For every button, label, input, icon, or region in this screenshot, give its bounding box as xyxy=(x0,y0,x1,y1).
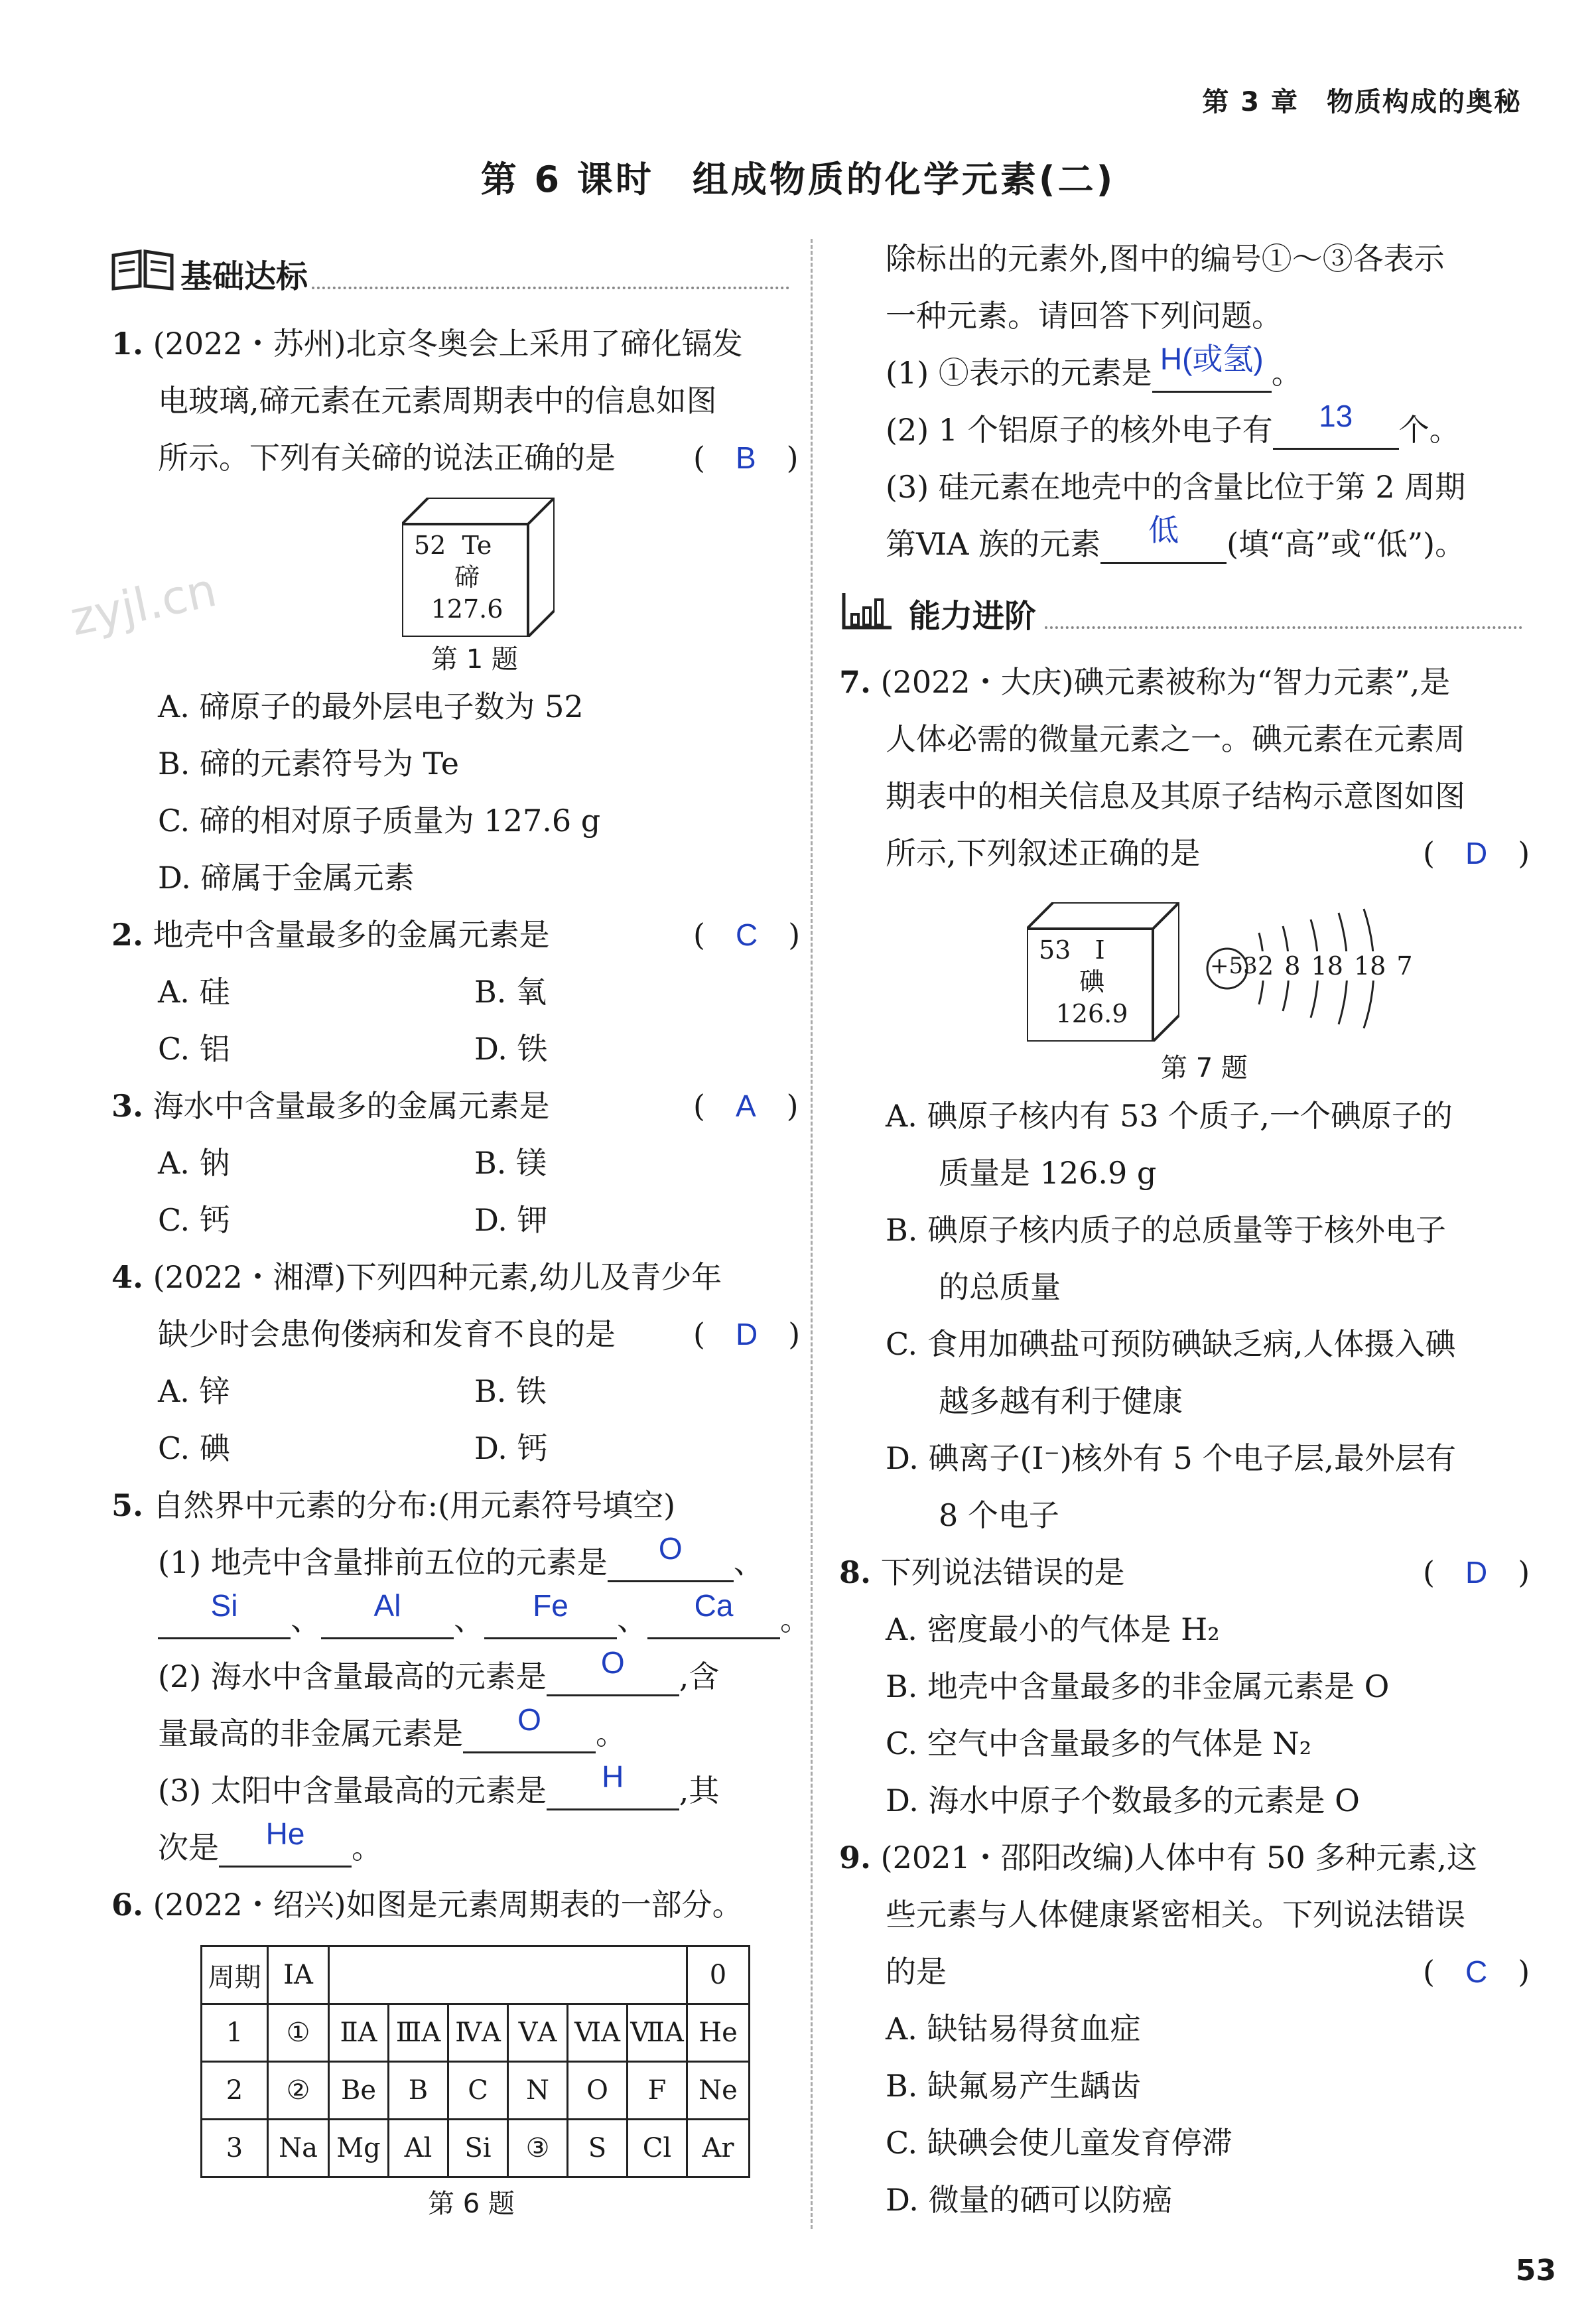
q3-option-d: D. 钾 xyxy=(474,1202,548,1238)
periodic-cell: ⅢA xyxy=(389,2004,448,2062)
q1-caption: 第 1 题 xyxy=(431,644,518,675)
q3-option-c: C. 钙 xyxy=(158,1202,230,1238)
q9-option-b: B. 缺氟易产生龋齿 xyxy=(886,2068,1142,2104)
q7-option-a-cont: 质量是 126.9 g xyxy=(939,1155,1157,1191)
q6-part-1: (1) ①表示的元素是 H(或氢) 。 xyxy=(886,353,1302,393)
periodic-cell: ⅠA xyxy=(268,1946,329,2004)
periodic-cell-empty xyxy=(329,1946,687,2004)
q1-line-3: 所示。下列有关碲的说法正确的是 xyxy=(158,440,616,476)
q5-part-3-cont: 次是 He 。 xyxy=(158,1828,382,1868)
shell-electrons: 2 8 18 18 7 xyxy=(1258,951,1413,981)
periodic-cell: 1 xyxy=(202,2004,268,2062)
q2-text: 2. 地壳中含量最多的金属元素是 xyxy=(111,917,550,953)
q5-part-1-blanks: Si 、 Al 、 Fe 、 Ca 。 xyxy=(158,1599,811,1639)
periodic-cell: Al xyxy=(389,2120,448,2177)
periodic-cell: 周期 xyxy=(202,1946,268,2004)
periodic-row-3 xyxy=(202,2120,750,2177)
i-number-symbol: 53 I xyxy=(1039,935,1105,965)
periodic-cell: 3 xyxy=(202,2120,268,2177)
q9-answer-bracket: ( C ) xyxy=(1423,1954,1530,1990)
q3-answer-bracket: ( A ) xyxy=(693,1088,799,1124)
q1-line-1: 1. (2022・苏州)北京冬奥会上采用了碲化镉发 xyxy=(111,326,743,362)
q5-part-1: (1) 地壳中含量排前五位的元素是 O 、 xyxy=(158,1542,764,1582)
periodic-cell: ⅤA xyxy=(508,2004,568,2062)
q1-option-d: D. 碲属于金属元素 xyxy=(158,860,415,896)
q7-option-b: B. 碘原子核内质子的总质量等于核外电子 xyxy=(886,1212,1447,1248)
periodic-row-0 xyxy=(202,1946,750,2004)
q2-option-a: A. 硅 xyxy=(158,974,230,1010)
q1-answer-bracket: ( B ) xyxy=(693,440,799,476)
q9-option-c: C. 缺碘会使儿童发育停滞 xyxy=(886,2125,1232,2161)
nucleus-label: +53 xyxy=(1210,953,1258,979)
periodic-cell: Cl xyxy=(628,2120,687,2177)
q8-option-a: A. 密度最小的气体是 H₂ xyxy=(886,1611,1220,1647)
watermark: zyjl.cn xyxy=(65,562,222,647)
q4-option-d: D. 钙 xyxy=(474,1430,548,1466)
chapter-header: 第 3 章 物质构成的奥秘 xyxy=(1202,87,1522,117)
periodic-cell: ⅦA xyxy=(628,2004,687,2062)
q7-answer-bracket: ( D ) xyxy=(1423,835,1530,871)
te-name: 碲 xyxy=(454,563,480,592)
page-number: 53 xyxy=(1515,2254,1556,2287)
q3-option-a: A. 钠 xyxy=(158,1145,230,1181)
periodic-cell: ③ xyxy=(508,2120,568,2177)
q5-text: 5. 自然界中元素的分布:(用元素符号填空) xyxy=(111,1487,676,1523)
q4-option-c: C. 碘 xyxy=(158,1430,230,1466)
q8-option-c: C. 空气中含量最多的气体是 N₂ xyxy=(886,1726,1312,1761)
periodic-cell: ⅣA xyxy=(448,2004,508,2062)
q7-option-b-cont: 的总质量 xyxy=(939,1269,1061,1305)
q7-line-4: 所示,下列叙述正确的是 xyxy=(886,835,1201,871)
q1-option-b: B. 碲的元素符号为 Te xyxy=(158,746,460,782)
section-basic-title: 基础达标 xyxy=(180,258,308,295)
iodine-element-cell xyxy=(1027,902,1179,1044)
periodic-cell: Si xyxy=(448,2120,508,2177)
q7-option-d-cont: 8 个电子 xyxy=(939,1497,1059,1533)
q5-part-2-cont: 量最高的非金属元素是 O 。 xyxy=(158,1714,626,1753)
i-name: 碘 xyxy=(1079,967,1104,996)
q6-caption: 第 6 题 xyxy=(428,2189,515,2219)
periodic-cell: He xyxy=(687,2004,750,2062)
te-mass: 127.6 xyxy=(431,594,503,624)
periodic-cell: S xyxy=(568,2120,628,2177)
periodic-cell: ⅡA xyxy=(329,2004,389,2062)
q7-option-c-cont: 越多越有利于健康 xyxy=(939,1383,1183,1419)
periodic-cell: N xyxy=(508,2062,568,2120)
q8-option-d: D. 海水中原子个数最多的元素是 O xyxy=(886,1783,1360,1818)
q7-line-2: 人体必需的微量元素之一。碘元素在元素周 xyxy=(886,721,1465,757)
periodic-cell: 2 xyxy=(202,2062,268,2120)
periodic-cell: 0 xyxy=(687,1946,750,2004)
periodic-cell: ① xyxy=(268,2004,329,2062)
q9-line-2: 些元素与人体健康紧密相关。下列说法错误 xyxy=(886,1897,1465,1933)
q9-line-1: 9. (2021・邵阳改编)人体中有 50 多种元素,这 xyxy=(839,1840,1478,1875)
q1-option-a: A. 碲原子的最外层电子数为 52 xyxy=(158,689,584,724)
q5-part-3: (3) 太阳中含量最高的元素是 H ,其 xyxy=(158,1771,719,1810)
q4-option-a: A. 锌 xyxy=(158,1373,230,1409)
q1-option-c: C. 碲的相对原子质量为 127.6 g xyxy=(158,803,601,839)
q4-line-1: 4. (2022・湘潭)下列四种元素,幼儿及青少年 xyxy=(111,1259,722,1295)
q9-line-3: 的是 xyxy=(886,1954,947,1990)
q6-cont-line-1: 除标出的元素外,图中的编号①～③各表示 xyxy=(886,241,1445,277)
q7-line-3: 期表中的相关信息及其原子结构示意图如图 xyxy=(886,778,1465,814)
q2-option-c: C. 铝 xyxy=(158,1031,230,1067)
periodic-cell: Ar xyxy=(687,2120,750,2177)
chart-icon xyxy=(841,590,894,633)
periodic-cell: F xyxy=(628,2062,687,2120)
periodic-row-1 xyxy=(202,2004,750,2062)
periodic-row-2 xyxy=(202,2062,750,2120)
q7-line-1: 7. (2022・大庆)碘元素被称为“智力元素”,是 xyxy=(839,664,1451,700)
section-divider xyxy=(312,287,789,289)
q4-line-2: 缺少时会患佝偻病和发育不良的是 xyxy=(158,1316,616,1352)
q9-option-a: A. 缺钴易得贫血症 xyxy=(886,2011,1141,2047)
q7-option-c: C. 食用加碘盐可预防碘缺乏病,人体摄入碘 xyxy=(886,1326,1456,1362)
periodic-cell: Be xyxy=(329,2062,389,2120)
periodic-cell: ② xyxy=(268,2062,329,2120)
q2-answer-bracket: ( C ) xyxy=(693,917,801,953)
q3-text: 3. 海水中含量最多的金属元素是 xyxy=(111,1088,550,1124)
q9-option-d: D. 微量的硒可以防癌 xyxy=(886,2182,1173,2218)
te-number-symbol: 52 Te xyxy=(414,531,492,560)
q6-part-3-cont: 第ⅥA 族的元素 低 (填“高”或“低”)。 xyxy=(886,524,1465,564)
section-ability-title: 能力进阶 xyxy=(909,598,1037,635)
q8-answer-bracket: ( D ) xyxy=(1423,1554,1530,1590)
q6-text: 6. (2022・绍兴)如图是元素周期表的一部分。 xyxy=(111,1887,743,1923)
q6-part-3: (3) 硅元素在地壳中的含量比位于第 2 周期 xyxy=(886,469,1466,505)
book-icon xyxy=(109,249,176,294)
i-mass: 126.9 xyxy=(1055,999,1128,1028)
q4-option-b: B. 铁 xyxy=(474,1373,547,1409)
q3-option-b: B. 镁 xyxy=(474,1145,547,1181)
periodic-cell: C xyxy=(448,2062,508,2120)
q7-caption: 第 7 题 xyxy=(1161,1053,1248,1083)
q4-answer-bracket: ( D ) xyxy=(693,1316,801,1352)
q2-option-d: D. 铁 xyxy=(474,1031,548,1067)
periodic-cell: ⅥA xyxy=(568,2004,628,2062)
periodic-cell: Na xyxy=(268,2120,329,2177)
periodic-table-fragment xyxy=(200,1945,750,2178)
q8-option-b: B. 地壳中含量最多的非金属元素是 O xyxy=(886,1668,1390,1704)
iodine-atom-structure xyxy=(1201,902,1413,1038)
page-title: 第 6 课时 组成物质的化学元素(二) xyxy=(480,159,1116,200)
periodic-cell: Mg xyxy=(329,2120,389,2177)
q7-option-d: D. 碘离子(I⁻)核外有 5 个电子层,最外层有 xyxy=(886,1440,1456,1476)
q1-line-2: 电玻璃,碲元素在元素周期表中的信息如图 xyxy=(158,383,717,419)
periodic-cell: Ne xyxy=(687,2062,750,2120)
q5-part-2: (2) 海水中含量最高的元素是 O ,含 xyxy=(158,1657,719,1696)
periodic-cell: O xyxy=(568,2062,628,2120)
periodic-cell: B xyxy=(389,2062,448,2120)
q6-cont-line-2: 一种元素。请回答下列问题。 xyxy=(886,298,1282,334)
q6-part-2: (2) 1 个铝原子的核外电子有 13 个。 xyxy=(886,410,1460,450)
q8-text: 8. 下列说法错误的是 xyxy=(839,1554,1125,1590)
q2-option-b: B. 氧 xyxy=(474,974,547,1010)
q7-option-a: A. 碘原子核内有 53 个质子,一个碘原子的 xyxy=(886,1098,1453,1134)
tellurium-element-cell xyxy=(402,498,555,640)
column-divider xyxy=(811,239,813,2229)
section-divider-2 xyxy=(1045,626,1522,629)
